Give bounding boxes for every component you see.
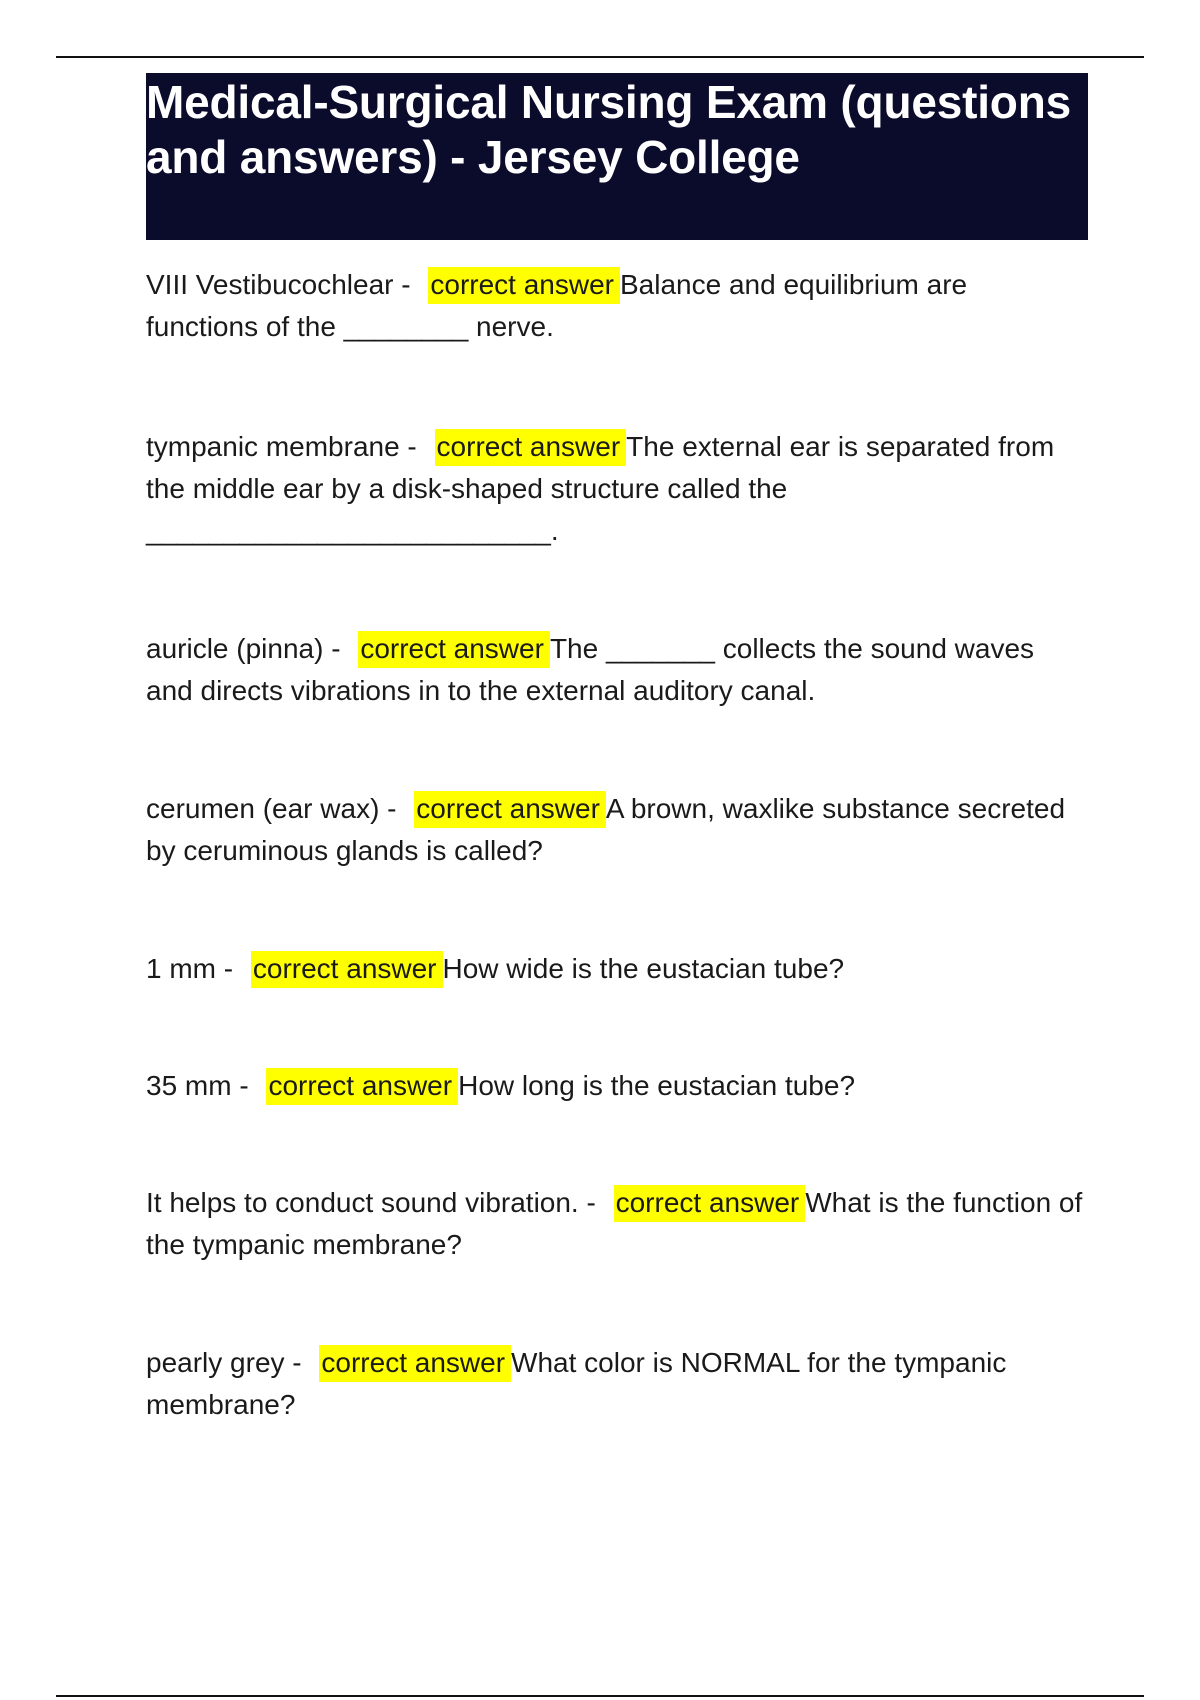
title-banner <box>146 73 1088 240</box>
qa-question: How wide is the eustacian tube? <box>442 953 845 984</box>
qa-separator: - <box>216 953 241 984</box>
qa-question: How long is the eustacian tube? <box>458 1070 856 1101</box>
qa-separator: - <box>284 1347 310 1378</box>
qa-item <box>146 788 1086 872</box>
bottom-rule <box>56 1695 1144 1697</box>
qa-item <box>146 948 1086 990</box>
qa-item <box>146 628 1086 712</box>
correct-answer-badge: correct answer <box>266 1068 458 1105</box>
qa-question: What color is NORMAL for the tympanic membrane? <box>146 1347 1007 1420</box>
qa-answer: cerumen (ear wax) <box>146 793 380 824</box>
qa-question: Balance and equilibrium are functions of the ________ nerve. <box>146 269 968 342</box>
qa-question: A brown, waxlike substance secreted by ceruminous glands is called? <box>146 793 1066 866</box>
correct-answer-badge: correct answer <box>614 1185 806 1222</box>
qa-question: What is the function of the tympanic membrane? <box>146 1187 1083 1260</box>
qa-item <box>146 1065 1086 1107</box>
qa-answer: It helps to conduct sound vibration. <box>146 1187 579 1218</box>
qa-answer: tympanic membrane <box>146 431 400 462</box>
qa-separator: - <box>578 1187 604 1218</box>
qa-separator: - <box>399 431 425 462</box>
qa-item <box>146 264 1086 348</box>
qa-answer: auricle (pinna) <box>146 633 324 664</box>
top-rule <box>56 56 1144 58</box>
qa-separator: - <box>231 1070 257 1101</box>
qa-question: The external ear is separated from the middle ear by a disk-shaped structure called the __________________________. <box>146 431 1055 546</box>
correct-answer-badge: correct answer <box>414 791 606 828</box>
qa-separator: - <box>323 633 349 664</box>
qa-item <box>146 1182 1086 1266</box>
qa-answer: 35 mm <box>146 1070 232 1101</box>
qa-separator: - <box>379 793 405 824</box>
correct-answer-badge: correct answer <box>319 1345 511 1382</box>
qa-question: The _______ collects the sound waves and directs vibrations in to the external auditory canal. <box>146 633 1035 706</box>
qa-item <box>146 1342 1086 1426</box>
correct-answer-badge: correct answer <box>251 951 443 988</box>
correct-answer-badge: correct answer <box>428 267 620 304</box>
qa-answer: pearly grey <box>146 1347 285 1378</box>
qa-item <box>146 426 1086 552</box>
qa-separator: - <box>393 269 419 300</box>
correct-answer-badge: correct answer <box>358 631 550 668</box>
qa-answer: 1 mm <box>146 953 216 984</box>
document-title: Medical-Surgical Nursing Exam (questions and answers) - Jersey College <box>146 76 1071 183</box>
qa-answer: VIII Vestibucochlear <box>146 269 394 300</box>
correct-answer-badge: correct answer <box>435 429 627 466</box>
